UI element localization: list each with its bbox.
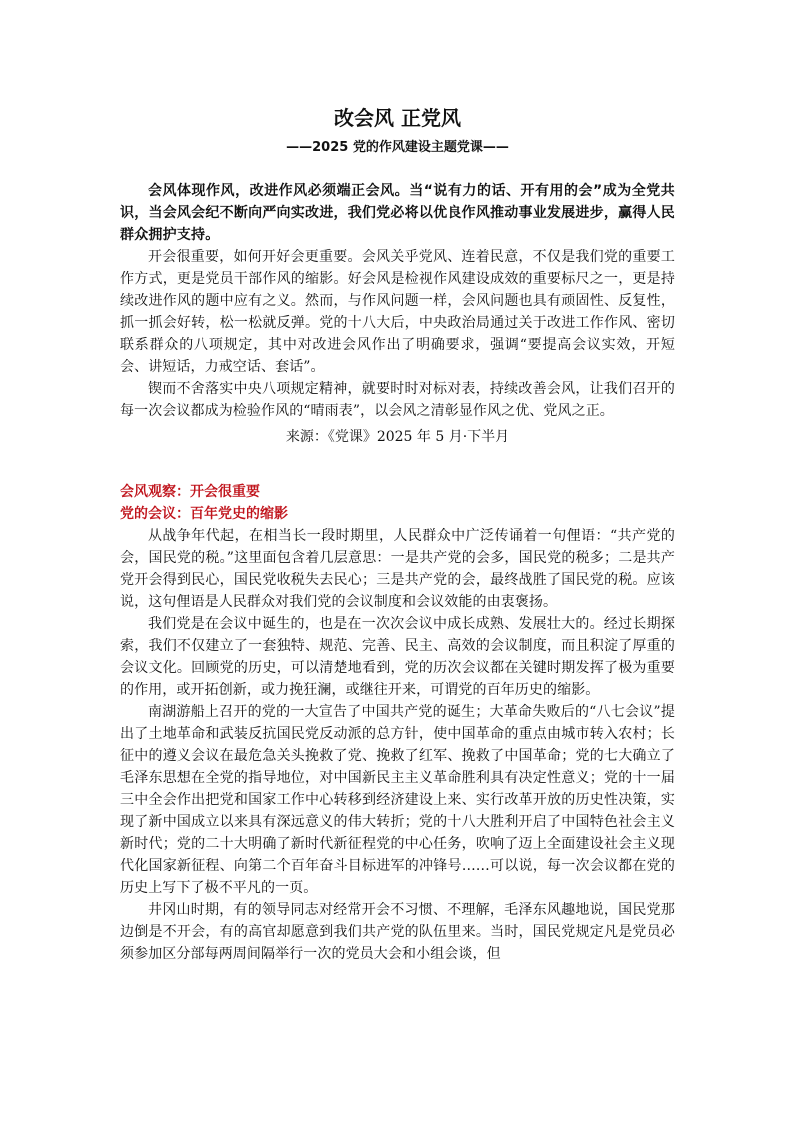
lead-paragraph: 会风体现作风，改进作风必须端正会风。当“说有力的话、开有用的会”成为全党共识，当会风会纪不断向严向实改进，我们党必将以优良作风推动事业发展进步，赢得人民群众拥护支持。 bbox=[120, 183, 675, 243]
section-spacer bbox=[120, 448, 675, 481]
source-line: 来源：《党课》2025 年 5 月·下半月 bbox=[285, 429, 510, 445]
intro-paragraph: 开会很重要，如何开好会更重要。会风关乎党风、连着民意，不仅是我们党的重要工作方式，更是党员干部作风的缩影。好会风是检视作风建设成效的重要标尺之一，更是持续改进作风的题中应有之义。然而，与作风问题一样，会风问题也具有顽固性、反复性，抓一抓会好转，松一松就反弹。党的十八大后，中央政治局通过关于改进工作作风、密切联系群众的八项规定，其中对改进会风作出了明确要求，强调“要提高会议实效，开短会、讲短话，力戒空话、套话”。 bbox=[120, 249, 675, 375]
subsection-heading: 党的会议：百年党史的缩影 bbox=[120, 506, 288, 522]
body-paragraph: 从战争年代起，在相当长一段时期里，人民群众中广泛传诵着一句俚语：“共产党的会，国民党的税。”这里面包含着几层意思：一是共产党的会多，国民党的税多；二是共产党开会得到民心，国民党收税失去民心；三是共产党的会，最终战胜了国民党的税。应该说，这句俚语是人民群众对我们党的会议制度和会议效能的由衷褒扬。 bbox=[120, 528, 675, 610]
document-subtitle: ——2025 党的作风建设主题党课—— bbox=[286, 140, 509, 155]
document-title: 改会风 正党风 bbox=[334, 106, 461, 130]
intro-paragraph: 锲而不舍落实中央八项规定精神，就要时时对标对表，持续改善会风，让我们召开的每一次会议都成为检验作风的“晴雨表”，以会风之清彰显作风之优、党风之正。 bbox=[120, 381, 675, 419]
section-heading: 会风观察：开会很重要 bbox=[120, 484, 260, 500]
body-paragraph: 南湖游船上召开的党的一大宣告了中国共产党的诞生；大革命失败后的“八七会议”提出了土地革命和武装反抗国民党反动派的总方针，使中国革命的重点由城市转入农村；长征中的遵义会议在最危急关头挽救了党、挽救了红军、挽救了中国革命；党的七大确立了毛泽东思想在全党的指导地位，对中国新民主主义革命胜利具有决定性意义；党的十一届三中全会作出把党和国家工作中心转移到经济建设上来、实行改革开放的历史性决策，实现了新中国成立以来具有深远意义的伟大转折；党的十八大胜利开启了中国特色社会主义新时代；党的二十大明确了新时代新征程党的中心任务，吹响了迈上全面建设社会主义现代化国家新征程、向第二个百年奋斗目标进军的冲锋号……可以说，每一次会议都在党的历史上写下了极不平凡的一页。 bbox=[120, 704, 675, 896]
document-page bbox=[120, 104, 675, 965]
body-paragraph: 我们党是在会议中诞生的，也是在一次次会议中成长成熟、发展壮大的。经过长期探索，我们不仅建立了一套独特、规范、完善、民主、高效的会议制度，而且积淀了厚重的会议文化。回顾党的历史，可以清楚地看到，党的历次会议都在关键时期发挥了极为重要的作用，或开拓创新，或力挽狂澜，或继往开来，可谓党的百年历史的缩影。 bbox=[120, 616, 675, 698]
body-paragraph: 井冈山时期，有的领导同志对经常开会不习惯、不理解，毛泽东风趣地说，国民党那边倒是不开会，有的高官却愿意到我们共产党的队伍里来。当时，国民党规定凡是党员必须参加区分部每两周间隔举行一次的党员大会和小组会谈，但 bbox=[120, 902, 675, 962]
